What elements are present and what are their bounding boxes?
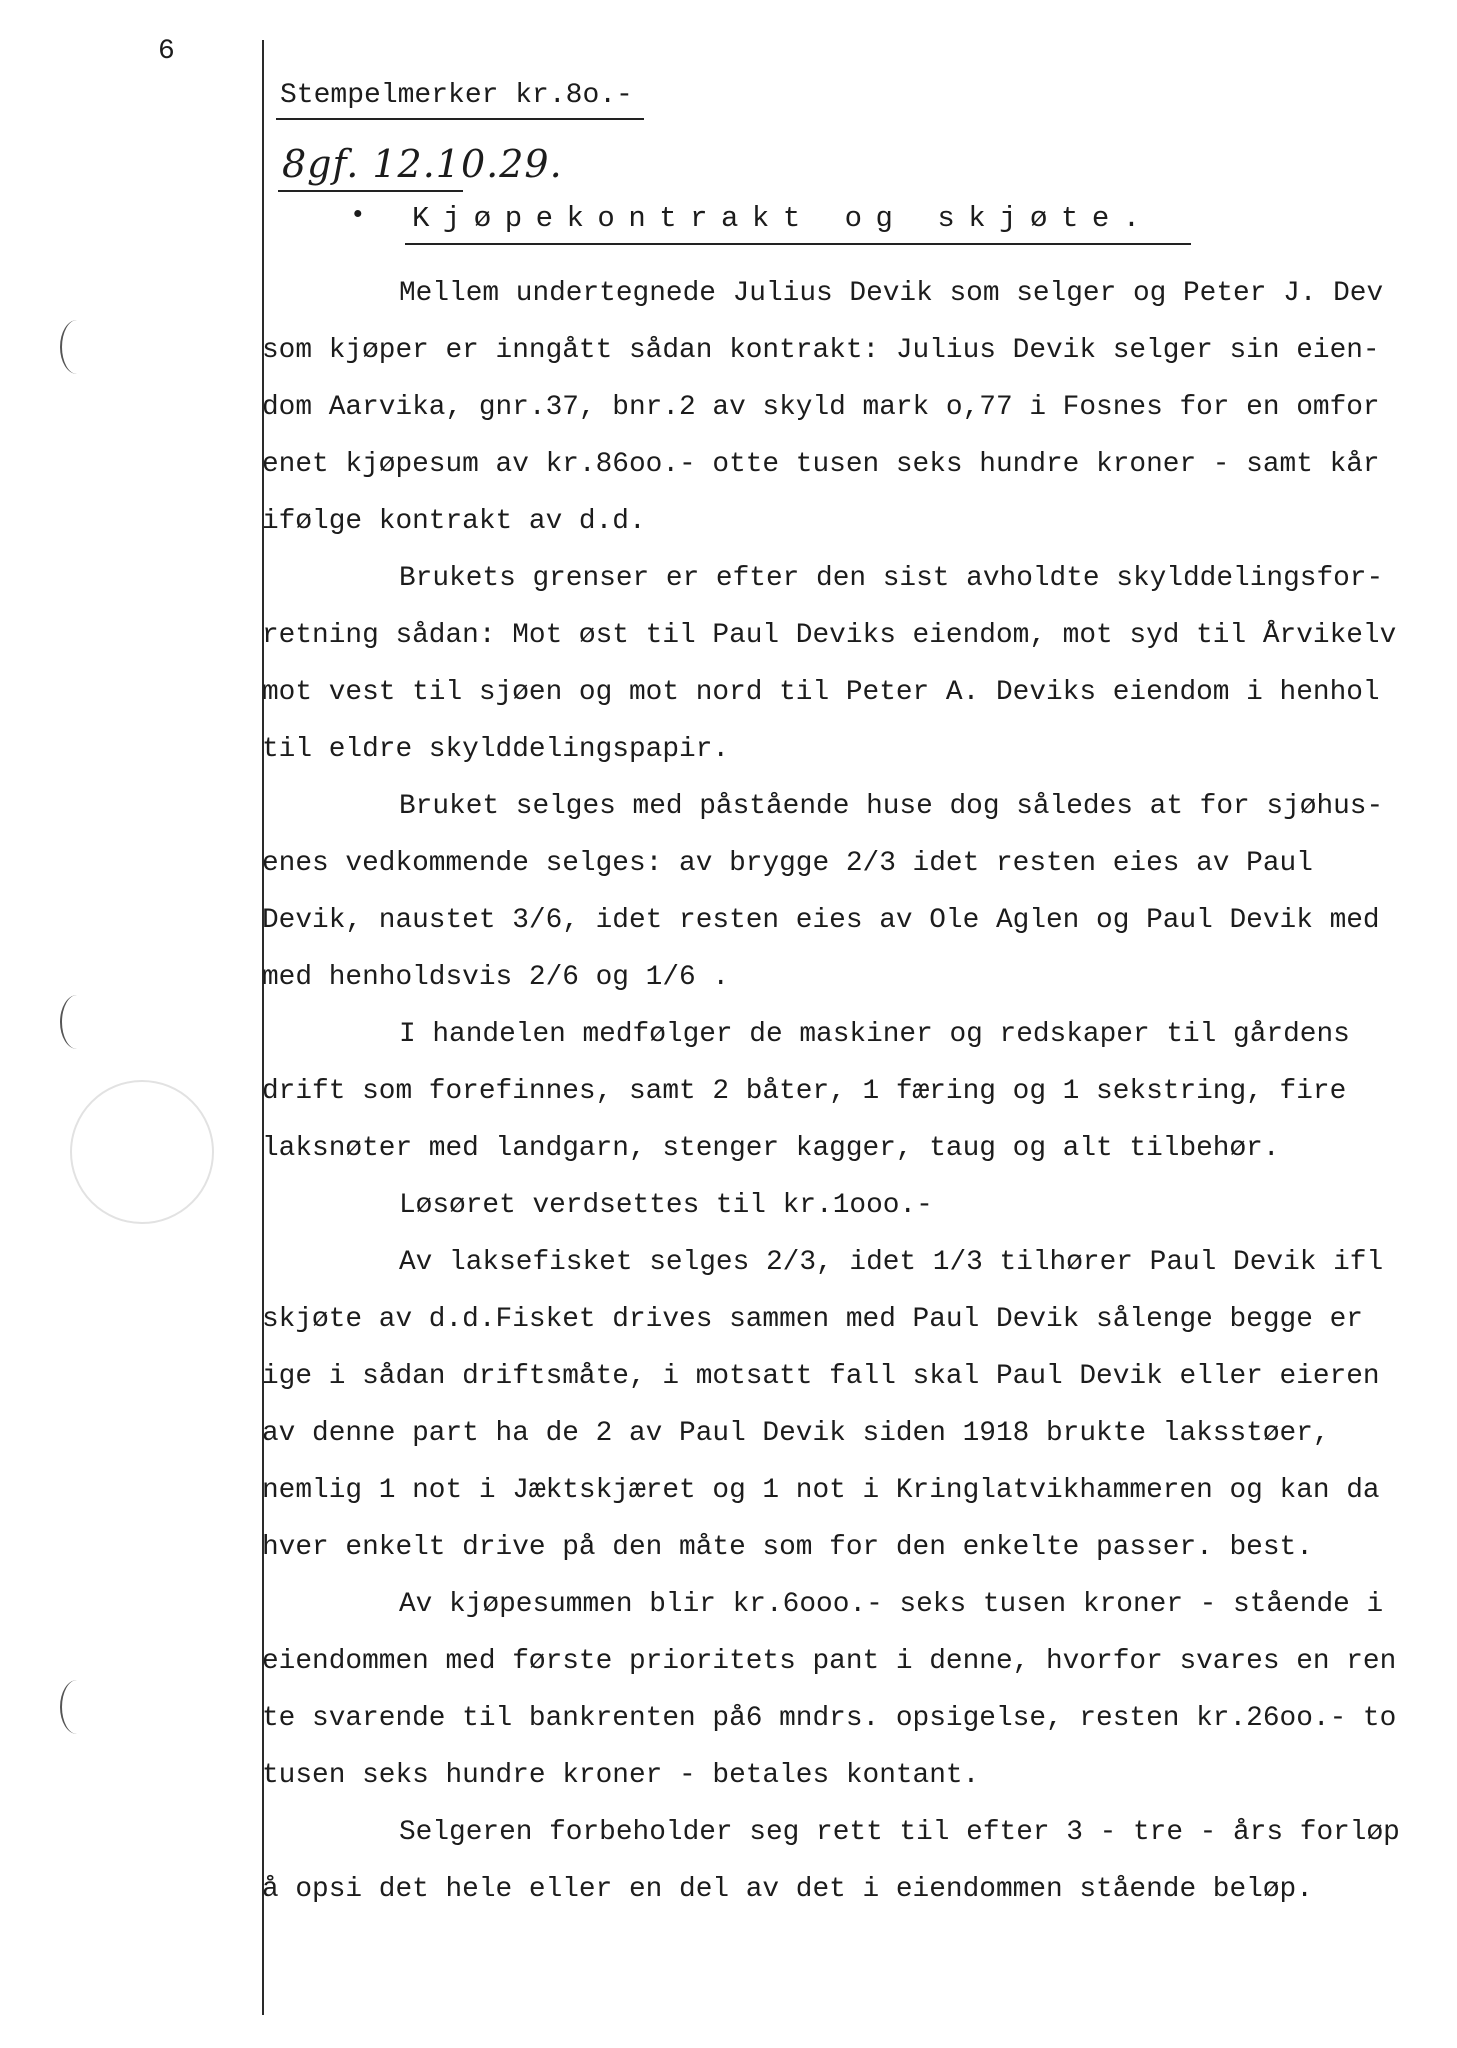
title-underline bbox=[405, 243, 1191, 245]
text-line: Bruket selges med påstående huse dog således at for sjøhus- bbox=[399, 791, 1384, 822]
handwritten-registration-mark: 8gf. 12.10.29. bbox=[282, 142, 563, 186]
text-line: enet kjøpesum av kr.86oo.- otte tusen seks hundre kroner - samt kår bbox=[262, 449, 1380, 480]
text-line: Devik, naustet 3/6, idet resten eies av Ole Aglen og Paul Devik med bbox=[262, 905, 1380, 936]
title-dot: • bbox=[350, 200, 366, 230]
text-line: tusen seks hundre kroner - betales kontant. bbox=[262, 1760, 980, 1791]
text-line: eiendommen med første prioritets pant i denne, hvorfor svares en ren bbox=[262, 1646, 1397, 1677]
binding-hole-mark bbox=[60, 995, 94, 1049]
stamp-duty-note: Stempelmerker kr.8o.- bbox=[280, 80, 633, 111]
text-line: Av laksefisket selges 2/3, idet 1/3 tilhører Paul Devik ifl bbox=[399, 1247, 1384, 1278]
text-line: til eldre skylddelingspapir. bbox=[262, 734, 730, 765]
text-line: Mellem undertegnede Julius Devik som selger og Peter J. Dev bbox=[399, 278, 1384, 309]
text-line: av denne part ha de 2 av Paul Devik siden 1918 brukte laksstøer, bbox=[262, 1418, 1330, 1449]
text-line: Selgeren forbeholder seg rett til efter 3 - tre - års forløp bbox=[399, 1817, 1400, 1848]
text-line: enes vedkommende selges: av brygge 2/3 idet resten eies av Paul bbox=[262, 848, 1313, 879]
text-line: å opsi det hele eller en del av det i eiendommen stående beløp. bbox=[262, 1874, 1313, 1905]
text-line: nemlig 1 not i Jæktskjæret og 1 not i Kringlatvikhammeren og kan da bbox=[262, 1475, 1380, 1506]
text-line: I handelen medfølger de maskiner og redskaper til gårdens bbox=[399, 1019, 1350, 1050]
text-line: Av kjøpesummen blir kr.6ooo.- seks tusen kroner - stående i bbox=[399, 1589, 1384, 1620]
text-line: laksnøter med landgarn, stenger kagger, taug og alt tilbehør. bbox=[262, 1133, 1280, 1164]
text-line: skjøte av d.d.Fisket drives sammen med Paul Devik sålenge begge er bbox=[262, 1304, 1363, 1335]
contract-body bbox=[262, 265, 1422, 1918]
signature-underline bbox=[278, 190, 463, 192]
text-line: te svarende til bankrenten på6 mndrs. opsigelse, resten kr.26oo.- to bbox=[262, 1703, 1397, 1734]
stamp-duty-underline bbox=[276, 118, 644, 120]
text-line: med henholdsvis 2/6 og 1/6 . bbox=[262, 962, 730, 993]
text-line: som kjøper er inngått sådan kontrakt: Julius Devik selger sin eien- bbox=[262, 335, 1380, 366]
document-title: Kjøpekontrakt og skjøte. bbox=[412, 202, 1154, 235]
binding-hole-mark bbox=[60, 1680, 94, 1734]
page-number: 6 bbox=[158, 36, 175, 67]
text-line: Løsøret verdsettes til kr.1ooo.- bbox=[399, 1190, 933, 1221]
text-line: mot vest til sjøen og mot nord til Peter A. Deviks eiendom i henhol bbox=[262, 677, 1380, 708]
text-line: drift som forefinnes, samt 2 båter, 1 færing og 1 sekstring, fire bbox=[262, 1076, 1347, 1107]
text-line: hver enkelt drive på den måte som for den enkelte passer. best. bbox=[262, 1532, 1313, 1563]
text-line: dom Aarvika, gnr.37, bnr.2 av skyld mark o,77 i Fosnes for en omfor bbox=[262, 392, 1380, 423]
text-line: ifølge kontrakt av d.d. bbox=[262, 506, 646, 537]
text-line: ige i sådan driftsmåte, i motsatt fall skal Paul Devik eller eieren bbox=[262, 1361, 1380, 1392]
faint-archive-stamp bbox=[70, 1080, 214, 1224]
binding-hole-mark bbox=[60, 320, 94, 374]
text-line: retning sådan: Mot øst til Paul Deviks eiendom, mot syd til Årvikelv bbox=[262, 620, 1397, 651]
text-line: Brukets grenser er efter den sist avholdte skylddelingsfor- bbox=[399, 563, 1384, 594]
